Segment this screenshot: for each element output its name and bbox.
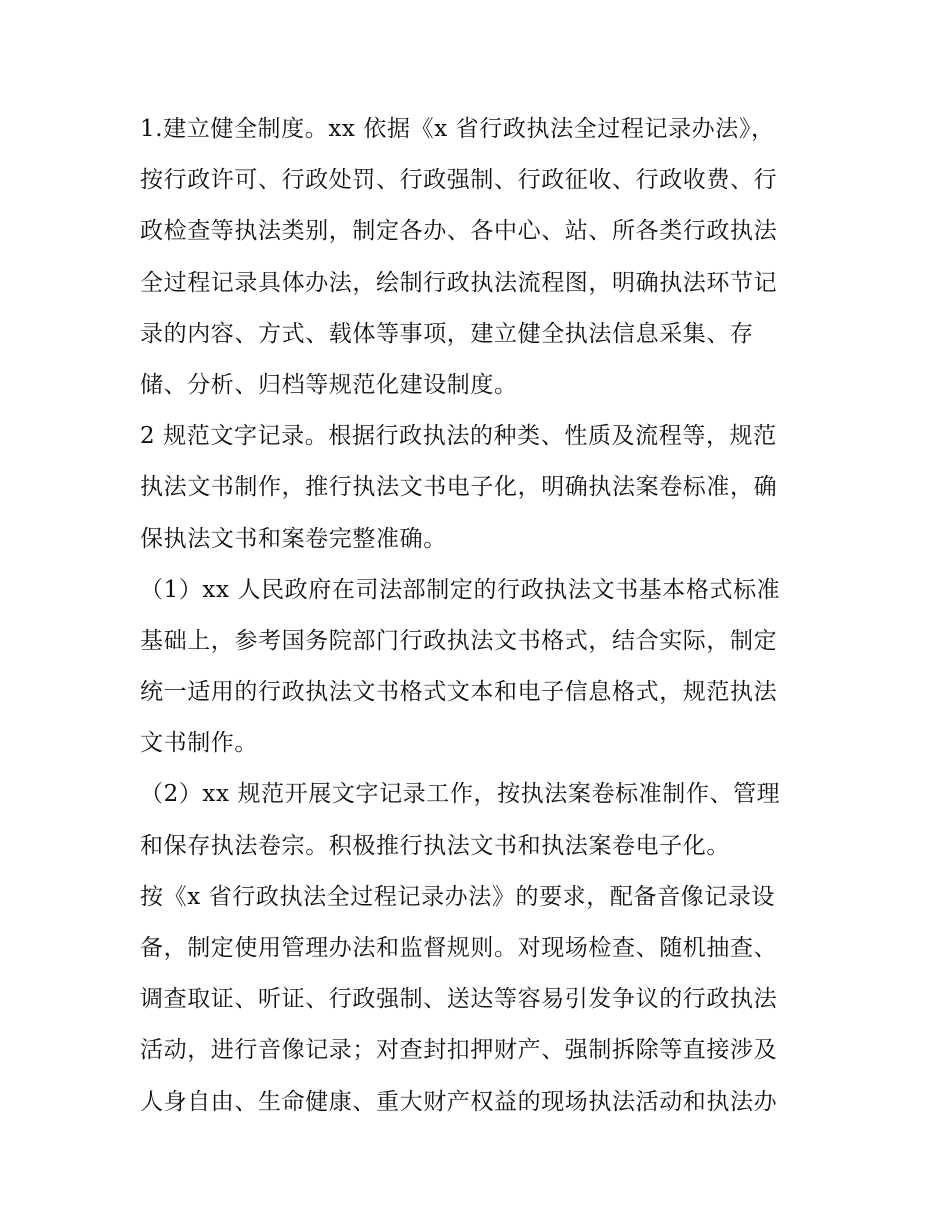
text-line: 和保存执法卷宗。积极推行执法文书和执法案卷电子化。	[140, 832, 730, 859]
text-line: （2）xx 规范开展文字记录工作，按执法案卷标准制作、管理	[140, 781, 781, 808]
paragraph-establish-system	[140, 104, 812, 411]
text-line: 文书制作。	[140, 730, 258, 757]
text-line: 按行政许可、行政处罚、行政强制、行政征收、行政收费、行	[140, 167, 778, 194]
text-line: （1）xx 人民政府在司法部制定的行政执法文书基本格式标准	[140, 576, 781, 603]
text-line: 活动，进行音像记录；对查封扣押财产、强制拆除等直接涉及	[140, 1037, 778, 1064]
paragraph-item-1	[140, 565, 812, 770]
text-line: 录的内容、方式、载体等事项，建立健全执法信息采集、存	[140, 320, 754, 347]
text-line: 基础上，参考国务院部门行政执法文书格式，结合实际，制定	[140, 627, 778, 654]
paragraph-item-2	[140, 769, 812, 871]
text-line: 保执法文书和案卷完整准确。	[140, 525, 447, 552]
paragraph-text-records	[140, 411, 812, 565]
text-line: 执法文书制作，推行执法文书电子化，明确执法案卷标准，确	[140, 474, 778, 501]
paragraph-av-records	[140, 872, 812, 1128]
text-line: 储、分析、归档等规范化建设制度。	[140, 371, 518, 398]
text-line: 全过程记录具体办法，绘制行政执法流程图，明确执法环节记	[140, 269, 778, 296]
text-line: 备，制定使用管理办法和监督规则。对现场检查、随机抽查、	[140, 935, 778, 961]
text-line: 1.建立健全制度。xx 依据《x 省行政执法全过程记录办法》，	[140, 116, 775, 142]
text-line: 统一适用的行政执法文书格式文本和电子信息格式，规范执法	[140, 679, 778, 706]
text-line: 按《x 省行政执法全过程记录办法》的要求，配备音像记录设	[140, 883, 776, 910]
text-line: 政检查等执法类别，制定各办、各中心、站、所各类行政执法	[140, 218, 778, 245]
document-body	[140, 104, 812, 1128]
text-line: 调查取证、听证、行政强制、送达等容易引发争议的行政执法	[140, 986, 778, 1013]
text-line: 2 规范文字记录。根据行政执法的种类、性质及流程等，规范	[140, 423, 777, 450]
text-line: 人身自由、生命健康、重大财产权益的现场执法活动和执法办	[140, 1088, 778, 1115]
